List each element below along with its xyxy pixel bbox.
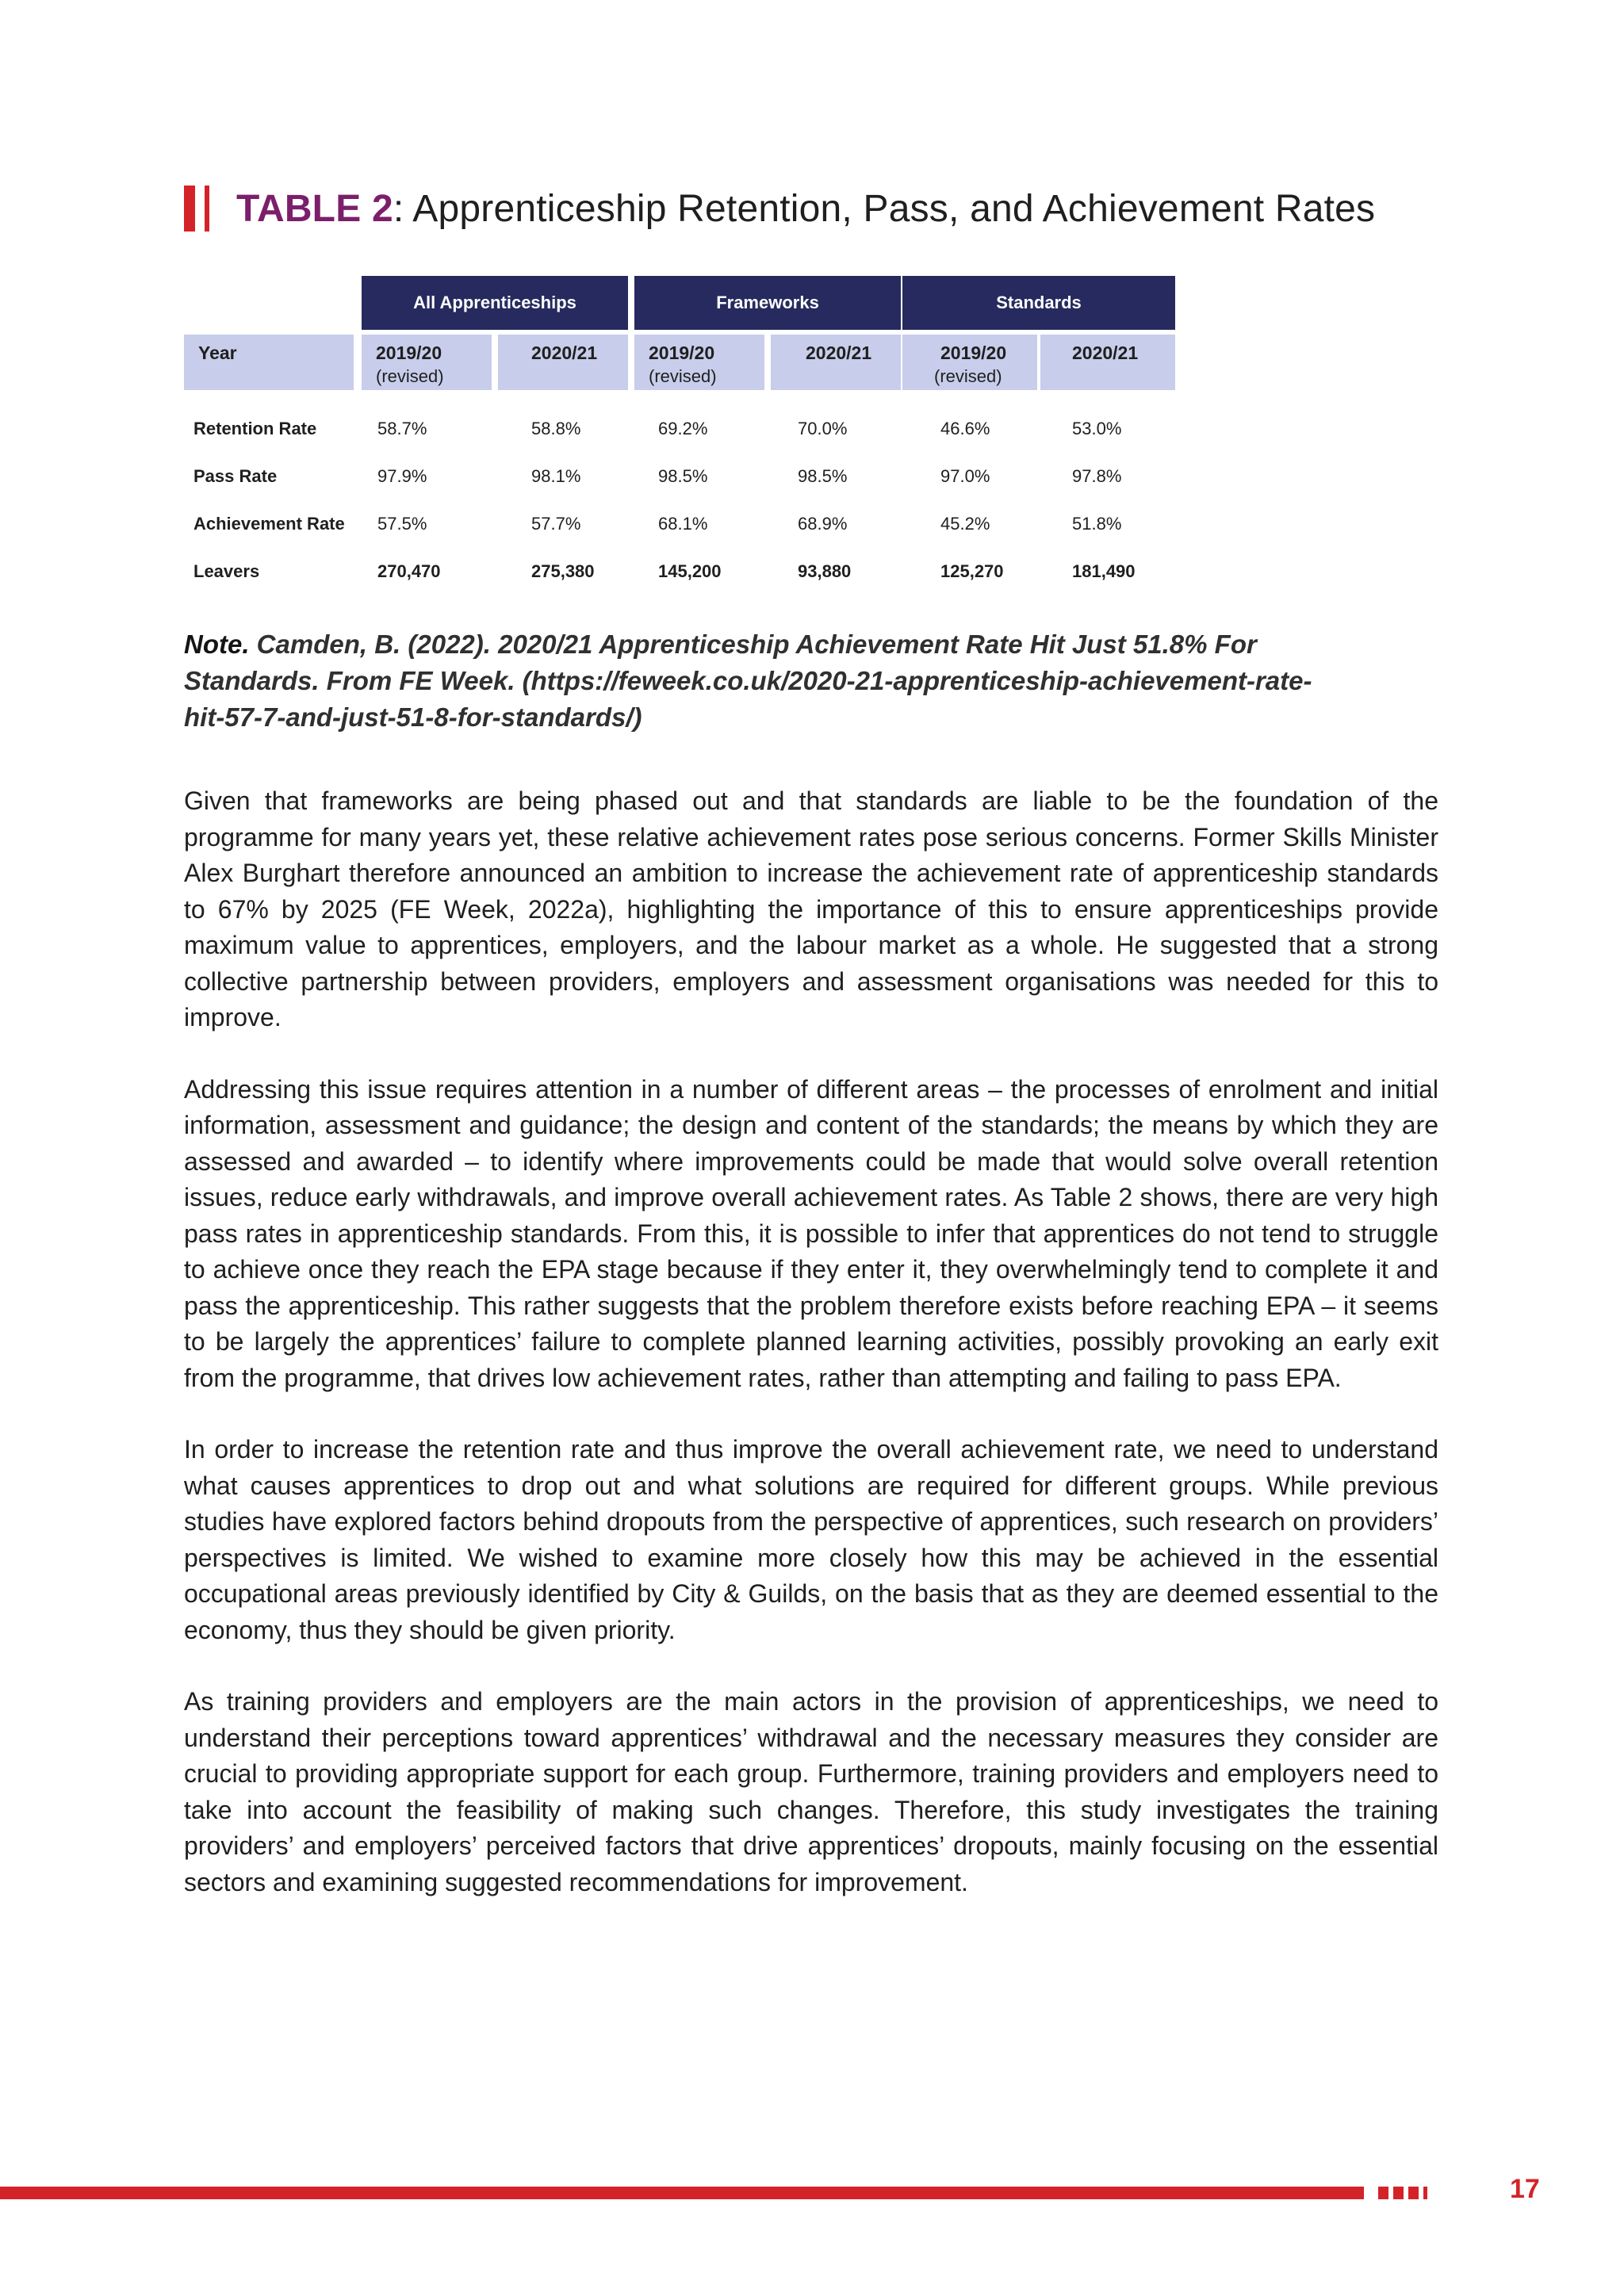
year-col-5-year: 2019/20 xyxy=(940,342,1007,363)
table-cell: 45.2% xyxy=(940,514,990,534)
table-cell: 51.8% xyxy=(1072,514,1122,534)
year-col-3-sub: (revised) xyxy=(649,366,717,386)
table-title-text: : Apprenticeship Retention, Pass, and Achievement Rates xyxy=(393,187,1376,230)
paragraph: Given that frameworks are being phased out and that standards are liable to be the foundation of the programme for many years yet, these relative achievement rates pose serious concerns. Former Skills Minister Alex Burghart therefore announced an ambition to increase the achievement rate of apprenticeship standards to 67% by 2025 (FE Week, 2022a), highlighting the importance of this to ensure apprenticeships provide maximum value to apprentices, employers, and the labour market as a whole. He suggested that a strong collective partnership between providers, employers and assessment organisations was needed for this to improve. xyxy=(184,786,1438,1031)
row-label: Retention Rate xyxy=(193,419,317,438)
year-col-6 xyxy=(1040,335,1175,390)
year-col-1-sub: (revised) xyxy=(376,366,444,386)
table-cell: 270,470 xyxy=(377,561,441,581)
table-cell: 98.5% xyxy=(798,466,848,486)
year-col-1-year: 2019/20 xyxy=(376,342,442,363)
heading-marker-thin-icon xyxy=(205,186,209,232)
row-label: Leavers xyxy=(193,561,260,581)
group-header-all: All Apprenticeships xyxy=(362,276,628,330)
table-cell: 68.9% xyxy=(798,514,848,534)
table-cell: 58.7% xyxy=(377,419,427,438)
year-col-2 xyxy=(498,335,628,390)
paragraph: Addressing this issue requires attention in a number of different areas – the processes of enrolment and initial information, assessment and guidance; the design and content of the standards; the means by which they are assessed and awarded – to identify where improvements could be made that would solve overall retention issues, reduce early withdrawals, and improve overall achievement rates. As Table 2 shows, there are very high pass rates in apprenticeship standards. From this, it is possible to infer that apprentices do not tend to struggle to achieve once they reach the EPA stage because if they enter it, they overwhelmingly tend to complete it and pass the apprenticeship. This rather suggests that the problem therefore exists before reaching EPA – it seems to be largely the apprentices’ failure to complete planned learning activities, possibly provoking an early exit from the programme, that drives low achievement rates, rather than attempting and failing to pass EPA. xyxy=(184,1074,1438,1392)
table-cell: 98.1% xyxy=(531,466,581,486)
table-cell: 125,270 xyxy=(940,561,1004,581)
table-cell: 46.6% xyxy=(940,419,990,438)
row-label: Pass Rate xyxy=(193,466,278,486)
group-header-standards: Standards xyxy=(902,276,1175,330)
table-cell: 97.9% xyxy=(377,466,427,486)
heading-marker-icon xyxy=(184,186,195,232)
table-cell: 97.8% xyxy=(1072,466,1122,486)
table-cell: 275,380 xyxy=(531,561,595,581)
year-col-1 xyxy=(362,335,492,390)
table-cell: 69.2% xyxy=(658,419,708,438)
table-cell: 97.0% xyxy=(940,466,990,486)
table-cell: 98.5% xyxy=(658,466,708,486)
year-col-3-year: 2019/20 xyxy=(649,342,715,363)
footer-rule xyxy=(0,2187,1364,2199)
footer-blocks-icon xyxy=(1378,2187,1427,2199)
table-cell: 57.5% xyxy=(377,514,427,534)
group-header-frameworks: Frameworks xyxy=(634,276,901,330)
year-col-5 xyxy=(902,335,1037,390)
year-col-4-year: 2020/21 xyxy=(806,342,872,363)
body-text xyxy=(184,783,1438,1936)
table-cell: 68.1% xyxy=(658,514,708,534)
year-col-5-sub: (revised) xyxy=(934,366,1002,386)
table-label: TABLE 2 xyxy=(236,187,393,230)
table-cell: 70.0% xyxy=(798,419,848,438)
table-title xyxy=(236,187,1375,231)
paragraph: As training providers and employers are the main actors in the provision of apprenticeships, we need to understand their perceptions toward apprentices’ withdrawal and the necessary measures they consider are crucial to providing appropriate support for each group. Furthermore, training providers and employers need to take into account the feasibility of making such changes. Therefore, this study investigates the training providers’ and employers’ perceived factors that drive apprentices’ dropouts, mainly focusing on the essential sectors and examining suggested recommendations for improvement. xyxy=(184,1687,1438,1896)
year-col-2-year: 2020/21 xyxy=(531,342,598,363)
year-header xyxy=(184,335,354,390)
table-cell: 58.8% xyxy=(531,419,581,438)
year-col-3 xyxy=(634,335,764,390)
note-text: Camden, B. (2022). 2020/21 Apprenticeship Achievement Rate Hit Just 51.8% For Standards. From FE Week. (https://feweek.co.uk/2020-21-apprenticeship-achievement-rate-hit-57-7-and-just-51-8-for-standards/) xyxy=(184,629,1312,732)
row-label: Achievement Rate xyxy=(193,514,345,534)
table-cell: 93,880 xyxy=(798,561,852,581)
page-number: 17 xyxy=(1510,2174,1540,2204)
year-col-6-year: 2020/21 xyxy=(1072,342,1139,363)
table-note xyxy=(184,626,1318,736)
table-cell: 53.0% xyxy=(1072,419,1122,438)
table-cell: 145,200 xyxy=(658,561,722,581)
year-col-4 xyxy=(771,335,901,390)
table-cell: 181,490 xyxy=(1072,561,1136,581)
table-cell: 57.7% xyxy=(531,514,581,534)
table-heading xyxy=(184,181,1375,236)
paragraph: In order to increase the retention rate and thus improve the overall achievement rate, we need to understand what causes apprentices to drop out and what solutions are required for different groups. While previous studies have explored factors behind dropouts from the perspective of apprentices, such research on providers’ perspectives is limited. We wished to examine more closely how this may be achieved in the essential occupational areas previously identified by City & Guilds, on the basis that as they are deemed essential to the economy, thus they should be given priority. xyxy=(184,1435,1438,1644)
note-label: Note. xyxy=(184,629,250,659)
year-header-label: Year xyxy=(198,342,237,363)
